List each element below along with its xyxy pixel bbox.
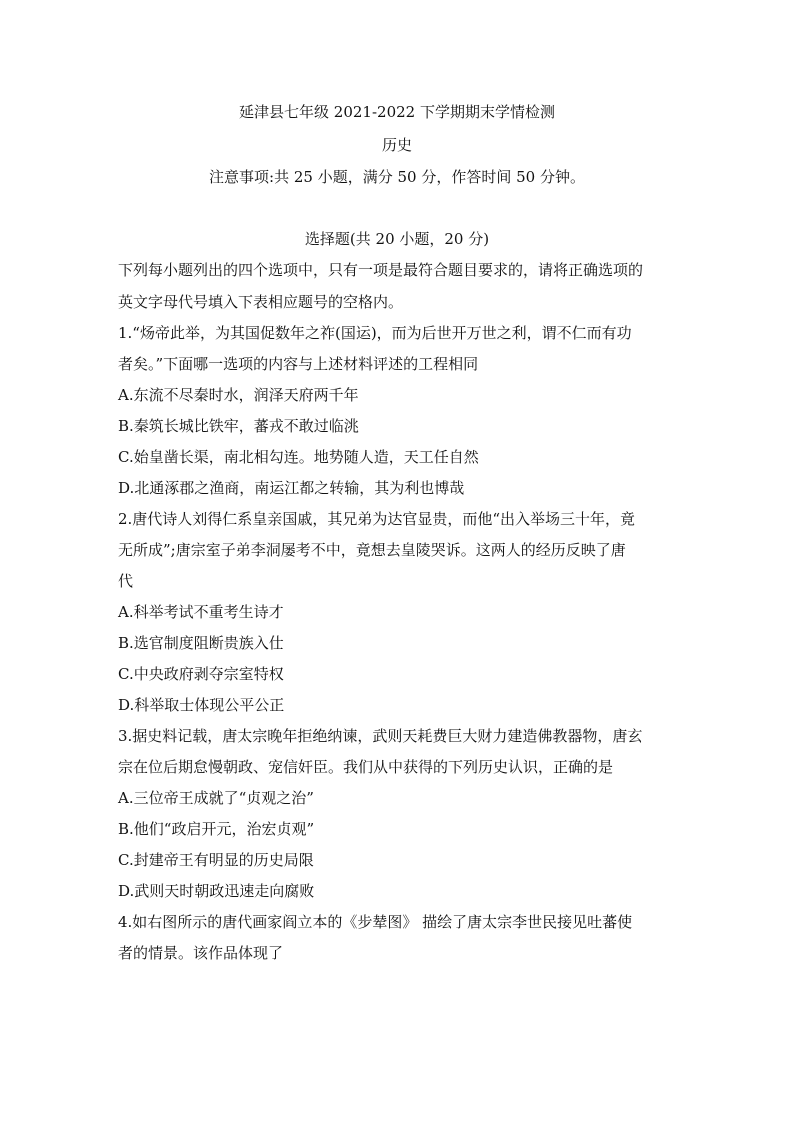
question-2-stem: 代 [118, 572, 134, 590]
question-2-option-a: A.科举考试不重考生诗才 [118, 603, 284, 621]
question-2-stem: 无所成”;唐宗室子弟李洞屡考不中，竟想去皇陵哭诉。这两人的经历反映了唐 [118, 541, 626, 559]
question-1-stem: 者矣。”下面哪一选项的内容与上述材料评述的工程相同 [118, 355, 479, 373]
exam-title: 延津县七年级 2021-2022 下学期期末学情检测 [239, 103, 555, 121]
question-1-option-c: C.始皇凿长渠，南北相勾连。地势随人造，天工任自然 [118, 448, 479, 466]
question-3-option-a: A.三位帝王成就了“贞观之治” [118, 789, 314, 807]
question-1-option-a: A.东流不尽秦时水，润泽天府两千年 [118, 386, 359, 404]
question-3-option-b: B.他们“政启开元，治宏贞观” [118, 820, 315, 838]
subject-title: 历史 [381, 136, 412, 154]
question-4-stem: 4.如右图所示的唐代画家阎立本的《步辇图》 描绘了唐太宗李世民接见吐蕃使 [118, 913, 633, 931]
question-3-stem: 宗在位后期怠慢朝政、宠信奸臣。我们从中获得的下列历史认识，正确的是 [118, 758, 614, 776]
question-3-option-c: C.封建帝王有明显的历史局限 [118, 851, 314, 869]
question-1-stem: 1.“炀帝此举，为其国促数年之祚(国运)，而为后世开万世之利，谓不仁而有功 [118, 324, 632, 342]
question-1-option-d: D.北通涿郡之渔商，南运江都之转输，其为利也博哉 [118, 479, 465, 497]
question-2-option-b: B.选官制度阻断贵族入仕 [118, 634, 284, 652]
question-4-stem: 者的情景。该作品体现了 [118, 944, 284, 962]
question-3-stem: 3.据史料记载，唐太宗晚年拒绝纳谏，武则天耗费巨大财力建造佛教器物，唐玄 [118, 727, 643, 745]
question-2-option-d: D.科举取士体现公平公正 [118, 696, 285, 714]
instruction-line: 英文字母代号填入下表相应题号的空格内。 [118, 293, 404, 311]
question-1-option-b: B.秦筑长城比铁牢，蕃戎不敢过临洮 [118, 417, 359, 435]
exam-notice: 注意事项:共 25 小题，满分 50 分，作答时间 50 分钟。 [209, 168, 585, 186]
question-2-stem: 2.唐代诗人刘得仁系皇亲国戚，其兄弟为达官显贵，而他“出入举场三十年，竟 [118, 510, 635, 528]
instruction-line: 下列每小题列出的四个选项中，只有一项是最符合题目要求的，请将正确选项的 [118, 261, 644, 279]
question-3-option-d: D.武则天时朝政迅速走向腐败 [118, 882, 315, 900]
section-heading: 选择题(共 20 小题，20 分) [304, 230, 490, 248]
question-2-option-c: C.中央政府剥夺宗室特权 [118, 665, 284, 683]
